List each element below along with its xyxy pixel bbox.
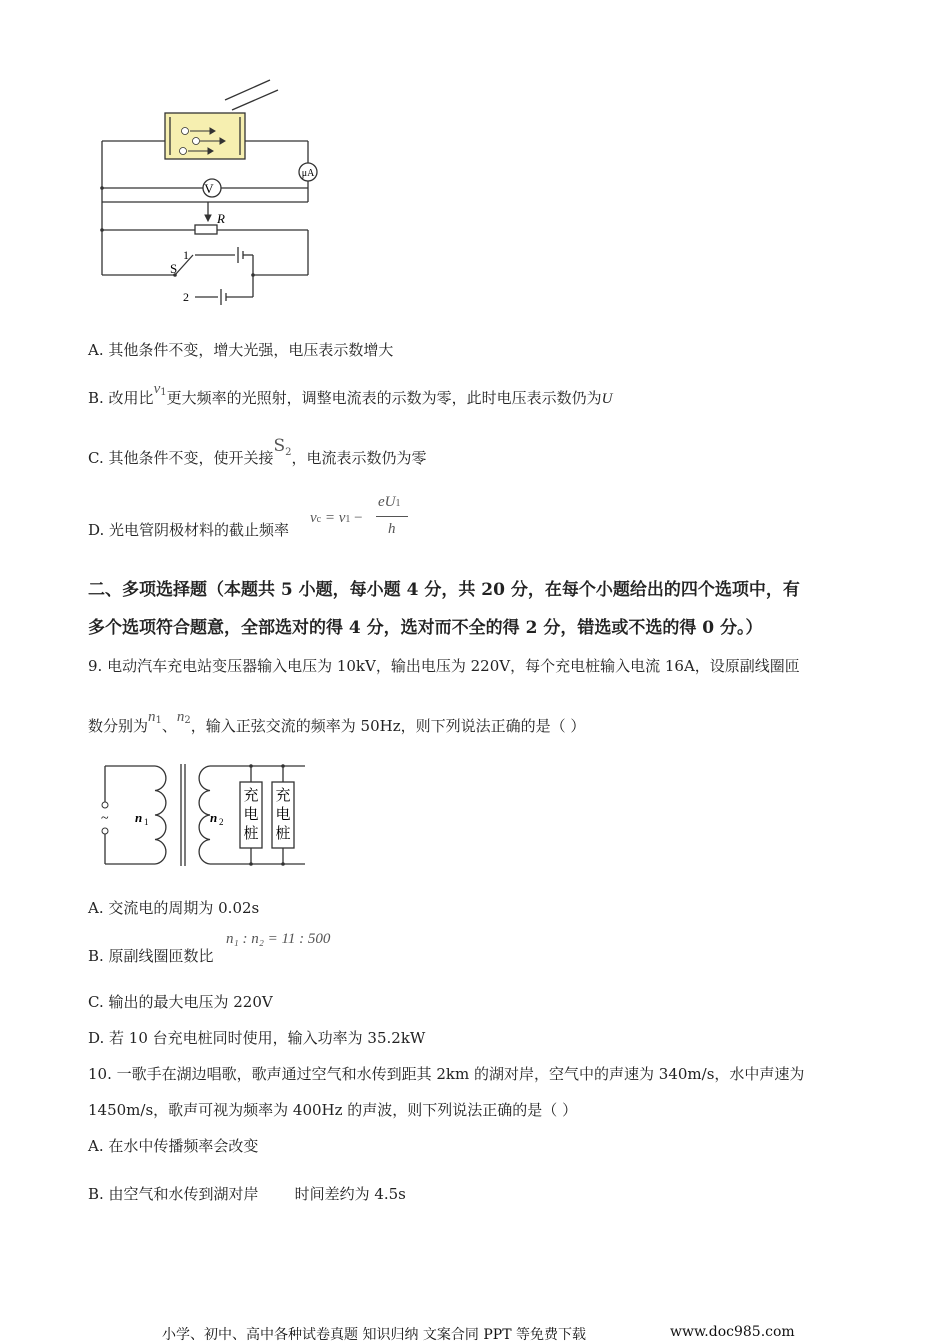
charger-2-char-2: 电 (275, 807, 291, 823)
section-2-heading-line-1: 二、多项选择题（本题共 5 小题，每小题 4 分，共 20 分，在每个小题给出的四个选项中，有 (88, 580, 800, 600)
q8-option-d: D. 光电管阴极材料的截止频率 (88, 521, 290, 539)
q9-option-a: A. 交流电的周期为 0.02s (88, 899, 260, 917)
charger-1-char-2: 电 (243, 807, 259, 823)
microammeter-label: μA (301, 168, 315, 179)
fraction-bar (376, 516, 408, 517)
photoelectric-circuit-figure (90, 75, 340, 310)
q10-option-a: A. 在水中传播频率会改变 (88, 1137, 259, 1155)
q9-stem-line-2: 数分别为$n^1$、$n^2$，输入正弦交流的频率为 50Hz，则下列说法正确的是（ ） (88, 709, 586, 735)
cutoff-frequency-formula-lhs: νc = ν1 − (310, 510, 363, 526)
transformer-figure (95, 760, 310, 870)
q9-option-d: D. 若 10 台充电桩同时使用，输入功率为 35.2kW (88, 1029, 426, 1047)
q8-option-a: A. 其他条件不变，增大光强，电压表示数增大 (88, 341, 394, 359)
charger-1-char-3: 桩 (243, 826, 259, 842)
q9-option-c: C. 输出的最大电压为 220V (88, 993, 273, 1011)
n1-label: n (135, 810, 143, 825)
footer-text: 小学、初中、高中各种试卷真题 知识归纳 文案合同 PPT 等免费下载 (162, 1327, 586, 1343)
rheostat-label: R (217, 211, 225, 226)
terminal-1-label: 1 (183, 248, 189, 262)
n2-label: n (210, 810, 218, 825)
switch-label: S (170, 261, 178, 276)
q8-option-c: C. 其他条件不变，使开关接$S^2$，电流表示数仍为零 (88, 436, 427, 467)
ac-source-symbol: ~ (101, 811, 109, 826)
q10-option-b: B. 由空气和水传到湖对岸 时间差约为 4.5s (88, 1185, 406, 1203)
formula-numerator: eU1 (378, 494, 401, 510)
footer-website-link[interactable]: www.doc985.com (670, 1324, 795, 1340)
formula-denominator: h (388, 521, 396, 537)
charger-2-char-1: 充 (275, 788, 291, 804)
section-2-heading-line-2: 多个选项符合题意，全部选对的得 4 分，选对而不全的得 2 分，错选或不选的得 0 分。） (88, 618, 763, 638)
turns-ratio: n₁ : n₂ = 11 : 500 (226, 931, 331, 947)
voltmeter-label: V (204, 181, 214, 196)
q8-option-b: B. 改用比$\nu^1$更大频率的光照射，调整电流表的示数为零，此时电压表示数仍为U (88, 381, 613, 407)
charger-1-char-1: 充 (243, 788, 259, 804)
q9-option-b: B. 原副线圈匝数比 (88, 947, 214, 965)
q9-stem-line-1: 9. 电动汽车充电站变压器输入电压为 10kV，输出电压为 220V，每个充电桩输入电流 16A，设原副线圈匝 (88, 657, 800, 675)
n1-sub: 1 (144, 817, 149, 827)
q10-stem-line-1: 10. 一歌手在湖边唱歌，歌声通过空气和水传到距其 2km 的湖对岸，空气中的声速为 340m/s，水中声速为 (88, 1065, 805, 1083)
n2-sub: 2 (219, 817, 224, 827)
charger-2-char-3: 桩 (275, 826, 291, 842)
q10-stem-line-2: 1450m/s，歌声可视为频率为 400Hz 的声波，则下列说法正确的是（ ） (88, 1101, 578, 1119)
terminal-2-label: 2 (183, 290, 189, 304)
